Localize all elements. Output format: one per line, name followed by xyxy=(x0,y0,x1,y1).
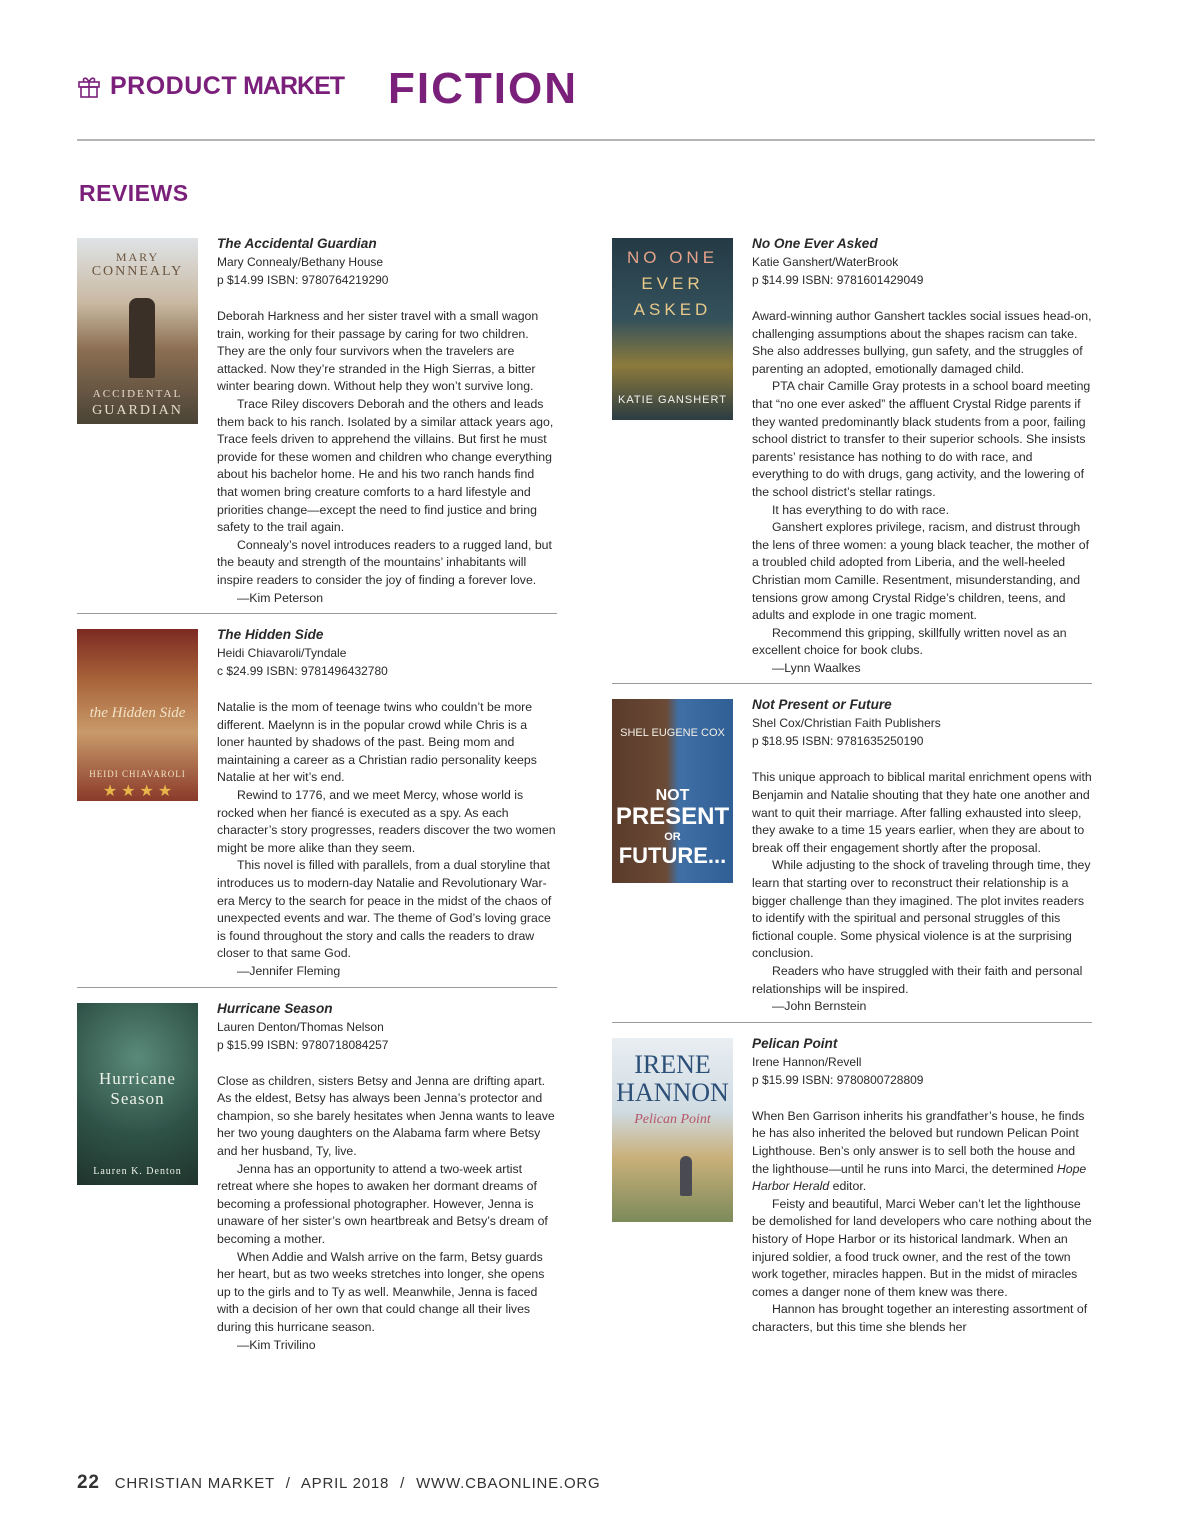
book-cover-no-one-ever-asked xyxy=(612,238,733,420)
price-isbn: p $15.99 ISBN: 9780718084257 xyxy=(217,1037,389,1052)
left-column xyxy=(77,232,557,1354)
separator: / xyxy=(400,1475,406,1492)
cover-text: KATIE GANSHERT xyxy=(618,394,727,406)
reviewer-name: —Kim Peterson xyxy=(237,590,324,605)
price-isbn: p $15.99 ISBN: 9780800728809 xyxy=(752,1072,924,1087)
review-paragraph: Deborah Harkness and her sister travel with a small wagon train, working for their passage by caring for two children. They are the only four survivors when the travelers are attacked. Now they’re stranded in the High Sierras, a bitter winter bearing down. Without help they won’t survive long. xyxy=(217,309,539,394)
cover-text: MARY xyxy=(115,250,160,264)
right-column xyxy=(612,232,1092,1337)
review-paragraph: Jenna has an opportunity to attend a two-week artist retreat where she hopes to awaken her dormant dreams of becoming a professional photographer. However, Jenna is unaware of her sister’s own heartbreak and Betsy’s dream of becoming a mother. xyxy=(217,1161,548,1246)
review-paragraph: This novel is filled with parallels, from a dual storyline that introduces us to modern-day Natalie and Revolutionary War-era Mercy to the search for peace in the midst of the chaos of unexpected events and war. The theme of God’s loving grace is found throughout the story and calls the readers to draw closer to that same God. xyxy=(217,858,552,961)
review-hidden-side xyxy=(77,613,557,981)
cover-text: FUTURE... xyxy=(618,843,727,869)
page-header xyxy=(77,64,1095,118)
author-publisher: Katie Ganshert/WaterBrook xyxy=(752,255,899,269)
separator: / xyxy=(285,1475,291,1492)
paragraph-text: When Ben Garrison inherits his grandfather’s house, he finds he has also inherited the beloved but rundown Pelican Point Lighthouse. Ben’s only answer is to sell both the house and the lighthouse—until he runs into Marci, the determined xyxy=(752,1108,1085,1176)
review-text xyxy=(752,769,1092,1015)
cover-stars: ★ ★ ★ ★ xyxy=(102,783,173,801)
cover-text: PRESENT xyxy=(615,803,730,831)
review-paragraph: This unique approach to biblical marital enrichment opens with Benjamin and Natalie shouting that they hate one another and want to quit their marriage. After falling exhausted into sleep, they awake to a time 15 years earlier, when they are about to break off their engagement shortly after the proposal. xyxy=(752,770,1092,855)
section-label xyxy=(110,72,344,101)
review-paragraph: Feisty and beautiful, Marci Weber can’t let the lighthouse be demolished for land developers who care nothing about the history of Hope Harbor or its historical landmark. When an injured soldier, a food truck owner, and the rest of the town work together, miracles happen. But in the midst of miracles comes a danger none of them knew was there. xyxy=(752,1196,1092,1299)
review-paragraph: Hannon has brought together an interesting assortment of characters, but this time she blends her xyxy=(752,1302,1088,1334)
cover-text: NO ONE xyxy=(626,248,719,267)
cover-text: ASKED xyxy=(633,300,712,319)
book-cover-hidden-side xyxy=(77,629,198,801)
cover-figure xyxy=(129,298,155,378)
author-publisher: Shel Cox/Christian Faith Publishers xyxy=(752,716,941,731)
reviewer-name: —John Bernstein xyxy=(772,999,867,1014)
review-text xyxy=(752,308,1092,677)
cover-text: NOT xyxy=(655,787,690,805)
cover-text: Lauren K. Denton xyxy=(93,1165,182,1177)
cover-text: GUARDIAN xyxy=(92,403,183,418)
review-title: Hurricane Season xyxy=(217,1000,333,1016)
author-publisher: Lauren Denton/Thomas Nelson xyxy=(217,1019,384,1034)
review-text xyxy=(217,699,557,981)
page-footer xyxy=(77,1472,601,1494)
review-paragraph: While adjusting to the shock of traveling through time, they learn that starting over to reconstruct their relationship is a bigger challenge than they imagined. The plot invites readers to identify with the spiritual and personal struggles of this fictional couple. Some physical violence is at the surprising conclusion. xyxy=(752,858,1091,961)
review-paragraph: Natalie is the mom of teenage twins who couldn’t be more different. Maelynn is in the popular crowd while Chris is a loner haunted by shadows of the past. Being mom and maintaining a career as a Christian radio personality keeps Natalie at her wit’s end. xyxy=(217,700,537,785)
author-publisher: Mary Connealy/Bethany House xyxy=(217,255,384,269)
review-paragraph: Trace Riley discovers Deborah and the others and leads them back to his ranch. Isolated by a similar attack years ago, Trace feels driven to apprehend the villains. But first he must provide for these women and children who change everything about his bachelor home. He and his two ranch hands find that women bring creature comforts to a hard lifestyle and priorities change—except the need to find justice and bring safety to the trail again. xyxy=(217,396,554,535)
cover-text: EVER xyxy=(641,274,704,293)
review-text xyxy=(217,1073,557,1355)
cover-text: HANNON xyxy=(616,1077,729,1107)
cover-text: the Hidden Side xyxy=(89,705,186,722)
review-title: Pelican Point xyxy=(752,1035,838,1051)
review-pelican-point xyxy=(612,1022,1092,1337)
book-cover-pelican-point xyxy=(612,1038,733,1222)
review-title: The Hidden Side xyxy=(217,627,324,643)
reviewer-name: —Lynn Waalkes xyxy=(772,660,861,675)
review-paragraph: Close as children, sisters Betsy and Jenna are drifting apart. As the eldest, Betsy has always been Jenna’s protector and champion, so she barely hesitates when Jenna wants to leave her two young daughters on the Alabama farm where Betsy and her husband, Ty, live. xyxy=(217,1073,555,1158)
paragraph-text: editor. xyxy=(829,1179,867,1194)
cover-text: CONNEALY xyxy=(91,264,184,279)
magazine-name: CHRISTIAN MARKET xyxy=(114,1475,275,1492)
review-text xyxy=(217,308,557,607)
cover-text: OR xyxy=(664,831,681,844)
website-link[interactable]: WWW.CBAONLINE.ORG xyxy=(416,1475,601,1492)
review-paragraph: PTA chair Camille Gray protests in a school board meeting that “no one ever asked” the affluent Crystal Ridge parents if they wanted predominantly black students from a poor, failing school district to transfer to their superior schools. She insists parents’ resistance has nothing to do with race, and everything to do with drugs, gang activity, and the lowering of the school district’s stellar ratings. xyxy=(752,379,1091,499)
gift-icon xyxy=(77,74,101,98)
review-paragraph: When Addie and Walsh arrive on the farm, Betsy guards her heart, but as two weeks stretches into longer, she opens up to the girls and to Ty as well. Meanwhile, Jenna is faced with a decision of her own that could change all their lives during this hurricane season. xyxy=(217,1249,545,1334)
review-paragraph xyxy=(752,1108,1092,1196)
header-divider xyxy=(77,139,1095,141)
cover-text: IRENE xyxy=(634,1049,711,1079)
review-accidental-guardian xyxy=(77,232,557,607)
review-paragraph: Award-winning author Ganshert tackles social issues head-on, challenging assumptions about the shapes racism can take. She also addresses bullying, gun safety, and the struggles of parenting an adopted, emotionally damaged child. xyxy=(752,309,1092,376)
cover-text: HEIDI CHIAVAROLI xyxy=(89,769,186,780)
cover-text: ACCIDENTAL xyxy=(92,388,183,400)
review-title: The Accidental Guardian xyxy=(217,236,377,251)
price-isbn: p $18.95 ISBN: 9781635250190 xyxy=(752,734,924,749)
price-isbn: p $14.99 ISBN: 9781601429049 xyxy=(752,273,924,287)
page-title: FICTION xyxy=(388,64,578,113)
cover-text: Pelican Point xyxy=(634,1111,711,1127)
book-cover-accidental-guardian xyxy=(77,238,198,424)
book-cover-not-present-or-future xyxy=(612,699,733,883)
review-paragraph: Connealy’s novel introduces readers to a rugged land, but the beauty and strength of the mountains’ inhabitants will inspire readers to consider the joy of finding a forever love. xyxy=(217,537,552,587)
review-paragraph: Rewind to 1776, and we meet Mercy, whose world is rocked when her fiancé is executed as a spy. As each character’s story progresses, readers discover the two women might be more alike than they seem. xyxy=(217,788,556,855)
review-no-one-ever-asked xyxy=(612,232,1092,677)
section-label-market: MARKET xyxy=(243,72,345,100)
cover-text: Season xyxy=(110,1088,165,1108)
issue-date: APRIL 2018 xyxy=(300,1475,390,1492)
cover-text: SHEL EUGENE COX xyxy=(620,727,725,740)
section-label-product: PRODUCT xyxy=(110,72,238,100)
review-hurricane-season xyxy=(77,987,557,1355)
author-publisher: Irene Hannon/Revell xyxy=(752,1054,862,1069)
review-not-present-or-future xyxy=(612,683,1092,1015)
reviewer-name: —Jennifer Fleming xyxy=(237,964,341,978)
review-title: Not Present or Future xyxy=(752,697,892,713)
page-number: 22 xyxy=(77,1472,100,1493)
author-publisher: Heidi Chiavaroli/Tyndale xyxy=(217,646,347,661)
reviewer-name: —Kim Trivilino xyxy=(237,1337,316,1352)
cover-text: Hurricane xyxy=(99,1068,176,1088)
review-paragraph: Readers who have struggled with their faith and personal relationships will be inspired. xyxy=(752,964,1083,996)
paragraph-italic-text: Hope Harbor Herald xyxy=(752,1161,1087,1194)
review-paragraph: Ganshert explores privilege, racism, and distrust through the lens of three women: a young black teacher, the mother of a troubled child adopted from Liberia, and the well-heeled Christian mom Camille. Resentment, misunderstanding, and tensions grow among Crystal Ridge’s children, teens, and adults and explode in one tragic moment. xyxy=(752,520,1089,623)
reviews-heading: REVIEWS xyxy=(79,180,189,206)
price-isbn: c $24.99 ISBN: 9781496432780 xyxy=(217,664,388,679)
review-title: No One Ever Asked xyxy=(752,236,878,251)
review-paragraph: Recommend this gripping, skillfully written novel as an excellent choice for book clubs. xyxy=(752,625,1067,658)
price-isbn: p $14.99 ISBN: 9780764219290 xyxy=(217,273,389,287)
book-cover-hurricane-season xyxy=(77,1003,198,1185)
review-text xyxy=(752,1108,1092,1337)
cover-figure xyxy=(680,1156,692,1196)
review-paragraph: It has everything to do with race. xyxy=(772,502,950,517)
